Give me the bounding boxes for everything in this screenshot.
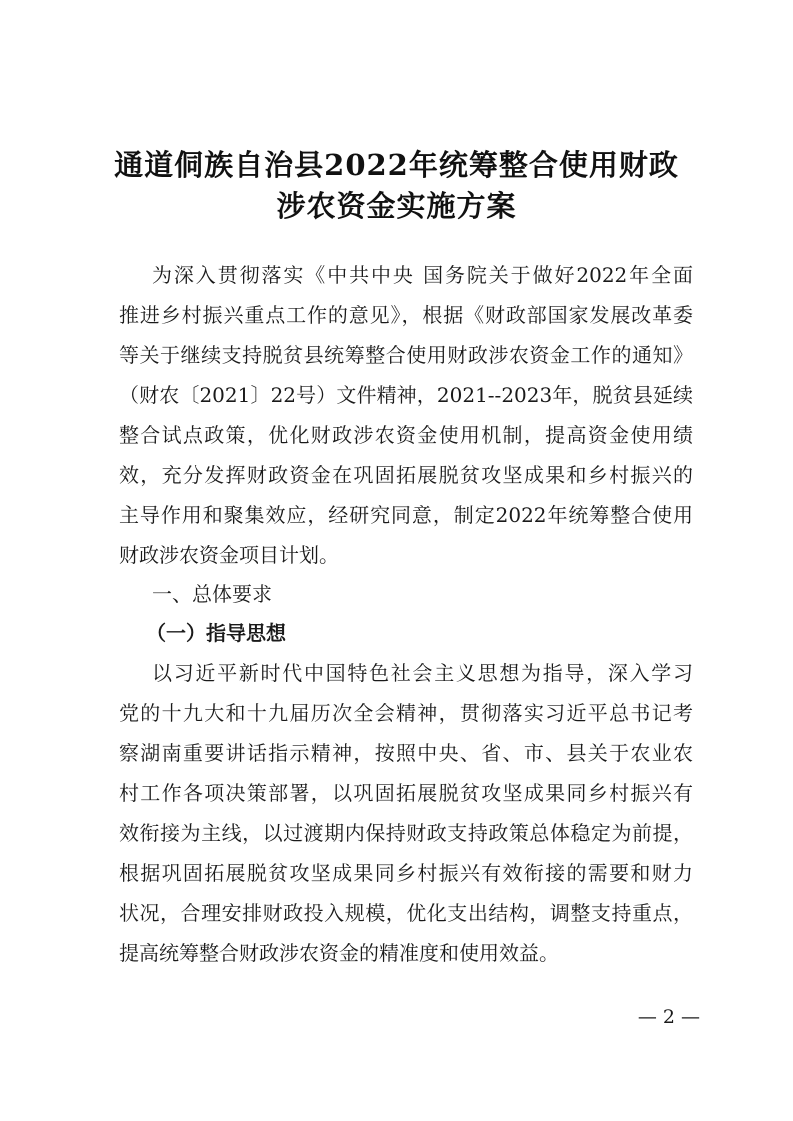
body-line: 党的十九大和十九届历次全会精神，贯彻落实习近平总书记考: [119, 701, 693, 725]
intro-line: 等关于继续支持脱贫县统筹整合使用财政涉农资金工作的通知》: [119, 343, 693, 367]
body-line: 状况，合理安排财政投入规模，优化支出结构，调整支持重点，: [119, 901, 693, 925]
intro-line: 推进乡村振兴重点工作的意见》，根据《财政部国家发展改革委: [119, 303, 693, 327]
body-line: 以习近平新时代中国特色社会主义思想为指导，深入学习: [152, 661, 693, 685]
intro-line: 整合试点政策，优化财政涉农资金使用机制，提高资金使用绩: [119, 423, 693, 447]
intro-line: 效，充分发挥财政资金在巩固拓展脱贫攻坚成果和乡村振兴的: [119, 463, 693, 487]
document-title-line-1: 通道侗族自治县2022年统筹整合使用财政: [114, 148, 679, 182]
intro-line: 为深入贯彻落实《中共中央 国务院关于做好2022年全面: [152, 263, 693, 287]
subsection-heading: （一）指导思想: [146, 621, 286, 645]
body-line: 效衔接为主线，以过渡期内保持财政支持政策总体稳定为前提，: [119, 821, 693, 845]
intro-line: 主导作用和聚集效应，经研究同意，制定2022年统筹整合使用: [119, 503, 693, 527]
intro-line: 财政涉农资金项目计划。: [119, 543, 339, 567]
section-heading: 一、总体要求: [152, 582, 272, 606]
body-line: 村工作各项决策部署，以巩固拓展脱贫攻坚成果同乡村振兴有: [119, 781, 693, 805]
page-number: — 2 —: [637, 1006, 700, 1028]
body-line: 提高统筹整合财政涉农资金的精准度和使用效益。: [119, 941, 559, 965]
document-title-line-2: 涉农资金实施方案: [276, 189, 517, 223]
body-line: 察湖南重要讲话指示精神，按照中央、省、市、县关于农业农: [119, 741, 693, 765]
body-line: 根据巩固拓展脱贫攻坚成果同乡村振兴有效衔接的需要和财力: [119, 861, 693, 885]
intro-line: （财农〔2021〕22号）文件精神，2021--2023年，脱贫县延续: [119, 383, 693, 407]
